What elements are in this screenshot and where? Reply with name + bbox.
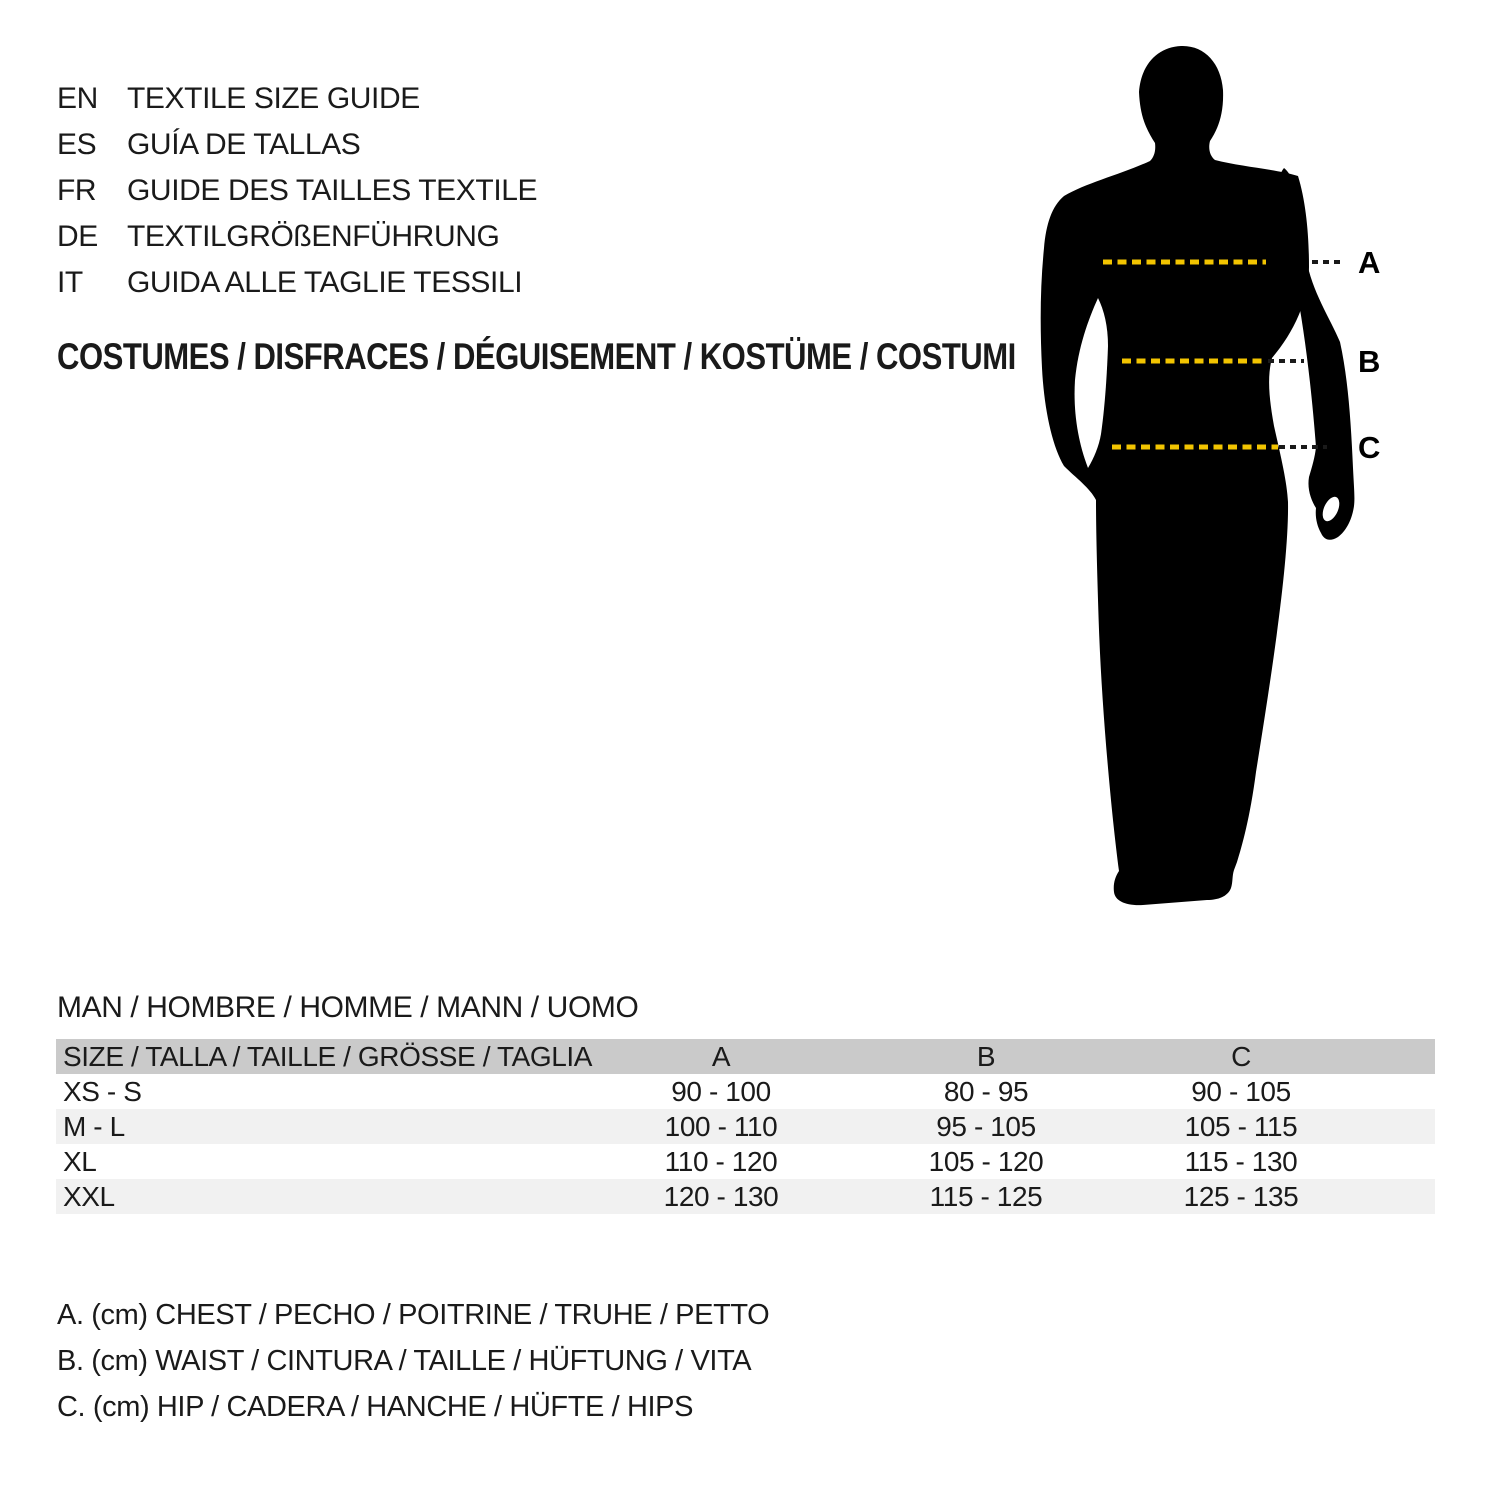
hip-cell: 90 - 105	[1191, 1075, 1291, 1107]
waist-line-label: B	[1358, 344, 1381, 379]
guide-title: TEXTILE SIZE GUIDE	[127, 82, 420, 115]
guide-title: GUIDA ALLE TAGLIE TESSILI	[127, 266, 523, 299]
right-arm	[1278, 168, 1354, 540]
legend-item-chest: A. (cm) CHEST / PECHO / POITRINE / TRUHE / PETTO	[57, 1298, 770, 1331]
language-code: IT	[57, 266, 83, 299]
table-row	[56, 1074, 1435, 1109]
waist-cell: 115 - 125	[929, 1180, 1043, 1212]
hip-cell: 125 - 135	[1183, 1180, 1299, 1212]
language-code: ES	[57, 128, 97, 161]
size-cell: M - L	[63, 1110, 125, 1142]
table-row	[56, 1179, 1435, 1214]
hip-cell: 115 - 130	[1184, 1145, 1298, 1177]
size-cell: XS - S	[63, 1075, 142, 1107]
waist-cell: 105 - 120	[928, 1145, 1044, 1177]
language-row	[57, 260, 537, 306]
table-row	[56, 1144, 1435, 1179]
language-code: EN	[57, 82, 98, 115]
chest-cell: 100 - 110	[664, 1110, 778, 1142]
hip-line-label: C	[1358, 430, 1381, 465]
waist-cell: 80 - 95	[943, 1075, 1029, 1107]
man-silhouette-figure	[1000, 30, 1450, 960]
chest-cell: 110 - 120	[664, 1145, 778, 1177]
language-row	[57, 168, 537, 214]
language-code: DE	[57, 220, 98, 253]
size-cell: XXL	[63, 1180, 115, 1212]
guide-title: GUIDE DES TAILLES TEXTILE	[127, 174, 538, 207]
language-title-list	[57, 76, 537, 306]
language-row	[57, 76, 537, 122]
waist-column-header: B	[976, 1040, 996, 1072]
chest-line-label: A	[1358, 245, 1381, 280]
language-row	[57, 214, 537, 260]
language-code: FR	[57, 174, 97, 207]
gender-section-label: MAN / HOMBRE / HOMME / MANN / UOMO	[57, 991, 639, 1024]
man-silhouette-graphic	[1000, 30, 1450, 960]
chest-cell: 120 - 130	[663, 1180, 779, 1212]
table-row	[56, 1109, 1435, 1144]
size-table	[56, 1039, 1435, 1214]
man-silhouette	[1041, 46, 1309, 905]
size-cell: XL	[63, 1145, 97, 1177]
language-row	[57, 122, 537, 168]
measurement-legend	[57, 1292, 769, 1430]
legend-item-hip: C. (cm) HIP / CADERA / HANCHE / HÜFTE / HIPS	[57, 1390, 694, 1423]
category-heading: COSTUMES / DISFRACES / DÉGUISEMENT / KOSTÜME / COSTUMI	[57, 336, 1016, 377]
chest-cell: 90 - 100	[671, 1075, 771, 1107]
guide-title: TEXTILGRÖßENFÜHRUNG	[127, 220, 500, 253]
legend-item-waist: B. (cm) WAIST / CINTURA / TAILLE / HÜFTUNG / VITA	[57, 1344, 752, 1377]
spacer-column-header	[1366, 1039, 1435, 1074]
table-header-row	[56, 1039, 1435, 1074]
guide-title: GUÍA DE TALLAS	[127, 128, 361, 161]
hip-cell: 105 - 115	[1184, 1110, 1298, 1142]
waist-cell: 95 - 105	[936, 1110, 1036, 1142]
hip-column-header: C	[1231, 1040, 1251, 1072]
chest-column-header: A	[711, 1040, 731, 1072]
size-column-header: SIZE / TALLA / TAILLE / GRÖSSE / TAGLIA	[63, 1040, 593, 1072]
